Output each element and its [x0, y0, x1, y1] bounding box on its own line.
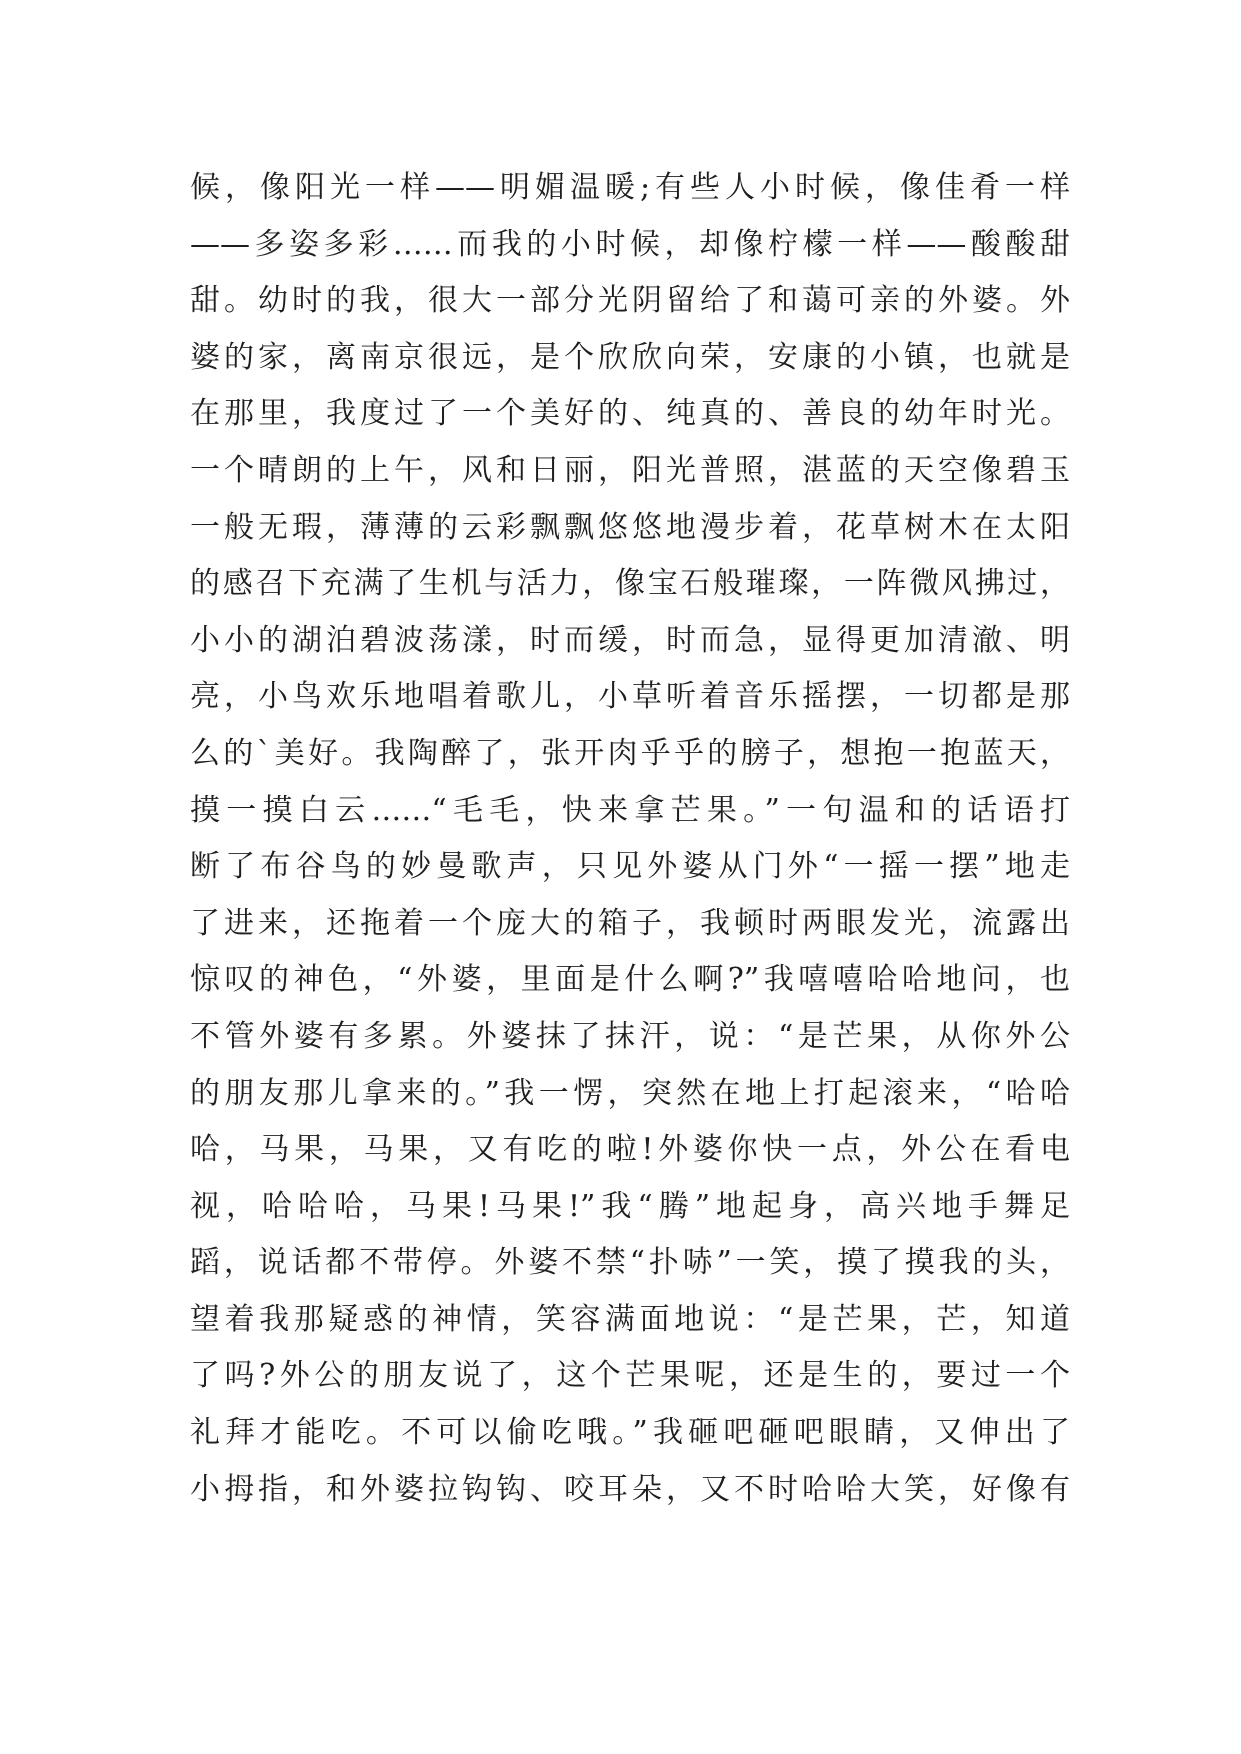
- text-line: 惊叹的神色，“外婆，里面是什么啊?”我嘻嘻哈哈地问，也: [190, 962, 1070, 998]
- text-line: 的感召下充满了生机与活力，像宝石般璀璨，一阵微风拂过，: [190, 566, 1070, 602]
- text-line: 小小的湖泊碧波荡漾，时而缓，时而急，显得更加清澈、明: [190, 622, 1070, 658]
- text-line: 视，哈哈哈，马果!马果!”我“腾”地起身，高兴地手舞足: [190, 1188, 1070, 1224]
- text-line: 婆的家，离南京很远，是个欣欣向荣，安康的小镇，也就是: [190, 339, 1070, 375]
- text-line: 哈，马果，马果，又有吃的啦!外婆你快一点，外公在看电: [190, 1132, 1070, 1168]
- text-line: 望着我那疑惑的神情，笑容满面地说：“是芒果，芒，知道: [190, 1301, 1070, 1337]
- text-line: 候，像阳光一样——明媚温暖;有些人小时候，像佳肴一样: [190, 170, 1070, 205]
- body-text: [190, 160, 1070, 1518]
- text-line: 一个晴朗的上午，风和日丽，阳光普照，湛蓝的天空像碧玉: [190, 452, 1070, 488]
- text-line: 甜。幼时的我，很大一部分光阴留给了和蔼可亲的外婆。外: [190, 283, 1070, 319]
- text-line: ——多姿多彩……而我的小时候，却像柠檬一样——酸酸甜: [190, 226, 1070, 262]
- text-line: 小拇指，和外婆拉钩钩、咬耳朵，又不时哈哈大笑，好像有: [190, 1471, 1070, 1507]
- text-line: 摸一摸白云……“毛毛，快来拿芒果。”一句温和的话语打: [190, 792, 1070, 828]
- text-line: 了吗?外公的朋友说了，这个芒果呢，还是生的，要过一个: [190, 1358, 1070, 1394]
- text-line: 一般无瑕，薄薄的云彩飘飘悠悠地漫步着，花草树木在太阳: [190, 509, 1070, 545]
- text-line: 的朋友那儿拿来的。”我一愣，突然在地上打起滚来，“哈哈: [190, 1075, 1070, 1111]
- text-line: 了进来，还拖着一个庞大的箱子，我顿时两眼发光，流露出: [190, 905, 1070, 941]
- text-line: 么的`美好。我陶醉了，张开肉乎乎的膀子，想抱一抱蓝天，: [190, 735, 1070, 771]
- text-line: 礼拜才能吃。不可以偷吃哦。”我砸吧砸吧眼睛，又伸出了: [190, 1415, 1070, 1451]
- text-line: 蹈，说话都不带停。外婆不禁“扑哧”一笑，摸了摸我的头，: [190, 1245, 1070, 1281]
- text-line: 不管外婆有多累。外婆抹了抹汗，说：“是芒果，从你外公: [190, 1018, 1070, 1054]
- text-line: 断了布谷鸟的妙曼歌声，只见外婆从门外“一摇一摆”地走: [190, 849, 1070, 885]
- text-line: 在那里，我度过了一个美好的、纯真的、善良的幼年时光。: [190, 396, 1070, 432]
- text-line: 亮，小鸟欢乐地唱着歌儿，小草听着音乐摇摆，一切都是那: [190, 679, 1070, 715]
